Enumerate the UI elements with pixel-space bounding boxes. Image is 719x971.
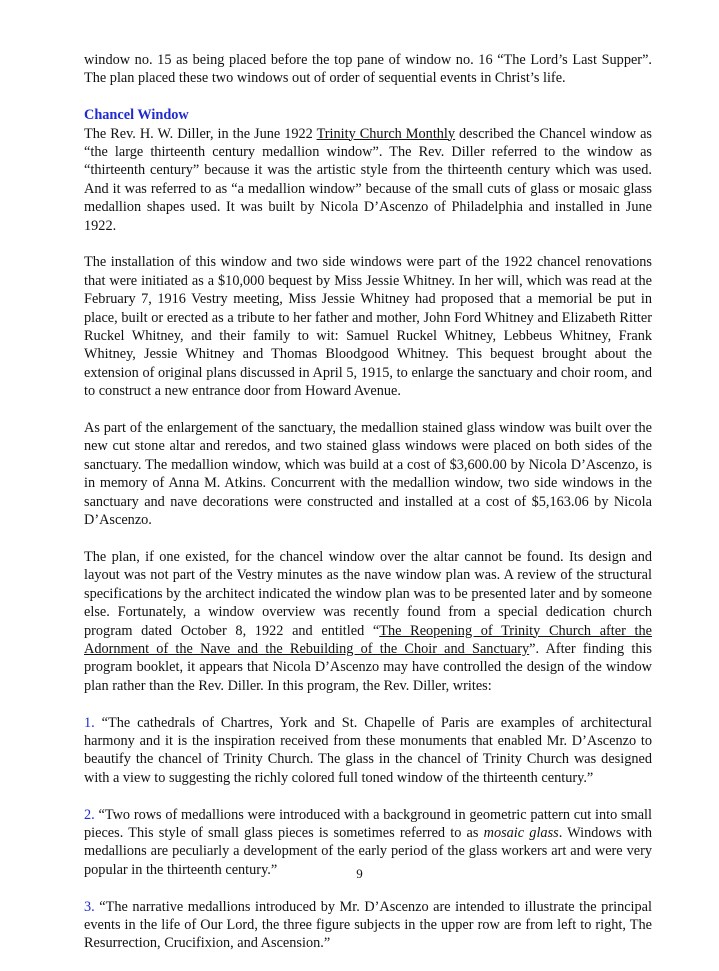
section-heading: Chancel Window [84, 107, 189, 124]
emphasis-term: mosaic glass [483, 824, 559, 841]
quote-text: “Two rows of medallions were introduced with a background in geometric pattern cut into small pieces. This style of small glass pieces is sometimes referred to as [84, 806, 652, 841]
paragraph-bequest: The installation of this window and two side windows were part of the 1922 chancel renovations that were initiated as a $10,000 bequest by Miss Jessie Whitney. In her will, which was read at the February 7, 1916 Vestry meeting, Miss Jessie Whitney had proposed that a memorial be put in place, built or erected as a tribute to her father and mother, John Ford Whitney and Elizabeth Ritter Ruckel Whitney, and their family to wit: Samuel Ruckel Whitney, Lebbeus Whitney, Frank Whitney, Jessie Whitney and Thomas Bloodgood Whitney. This bequest brought about the extension of original plans discussed in April 5, 1915, to enlarge the sanctuary and choir room, and to construct a new entrance door from Howard Avenue. [84, 254, 652, 400]
quote-number: 1. [84, 714, 95, 731]
program-title: The Reopening of Trinity Church after the Adornment of the Nave and the Rebuilding of the Choir and Sanctuary [84, 622, 653, 657]
quote-3 [84, 898, 652, 953]
page-number: 9 [356, 866, 363, 881]
paragraph-chancel-monthly [84, 125, 652, 235]
paragraph-enlargement: As part of the enlargement of the sanctuary, the medallion stained glass window was built over the new cut stone altar and reredos, and two stained glass windows were placed on both sides of the sanctuary. The medallion window, which was build at a cost of $3,600.00 by Nicola D’Ascenzo, is in memory of Anna M. Atkins. Concurrent with the medallion window, two side windows in the sanctuary and nave decorations were constructed and installed at a cost of $5,163.06 by Nicola D’Ascenzo. [84, 420, 652, 529]
quote-text: “The narrative medallions introduced by Mr. D’Ascenzo are intended to illustrate the principal events in the life of Our Lord, the three figure subjects in the upper row are from left to right, The Resurrection, Crucifixion, and Ascension.” [84, 898, 652, 952]
paragraph-plan [84, 548, 652, 695]
text-segment: ”. After finding this program booklet, it appears that Nicola D’Ascenzo may have controlled the design of the window plan rather than the Rev. Diller. In this program, the Rev. Diller, writes: [84, 640, 652, 694]
quote-1 [84, 714, 652, 788]
quote-text: “The cathedrals of Chartres, York and St. Chapelle of Paris are examples of architectural harmony and it is the inspiration received from these monuments that enabled Mr. D’Ascenzo to beautify the chancel of Trinity Church. The glass in the chancel of Trinity Church was designed with a view to suggesting the richly colored full toned window of the thirteenth century.” [84, 714, 652, 786]
text-segment: The Rev. H. W. Diller, in the June 1922 [84, 125, 317, 142]
document-page [84, 51, 652, 971]
text-segment: The plan, if one existed, for the chancel window over the altar cannot be found. Its design and layout was not part of the Vestry minutes as the nave window plan was. A review of the structural specifications by the architect indicated the window plan was to be presented later and by someone else. Fortunately, a window overview was recently found from a special dedication church program dated October 8, 1922 and entitled “ [84, 548, 652, 639]
text-segment: described the Chancel window as “the large thirteenth century medallion window”. The Rev. Diller referred to the window as “thirteenth century” because it was the artistic style from the thirteenth century which was used. And it was referred to as “a medallion window” because of the small cuts of glass or mosaic glass medallion shapes used. It was built by Nicola D’Ascenzo of Philadelphia and installed in June 1922. [84, 125, 652, 234]
intro-paragraph: window no. 15 as being placed before the top pane of window no. 16 “The Lord’s Last Supper”. The plan placed these two windows out of order of sequential events in Christ’s life. [84, 52, 652, 87]
publication-title: Trinity Church Monthly [316, 125, 456, 142]
quote-text: . Windows with medallions are peculiarly a development of the early period of the glass workers art and were very popular in the thirteenth century.” [84, 824, 652, 878]
quote-number: 2. [84, 806, 95, 823]
quote-number: 3. [84, 898, 95, 915]
